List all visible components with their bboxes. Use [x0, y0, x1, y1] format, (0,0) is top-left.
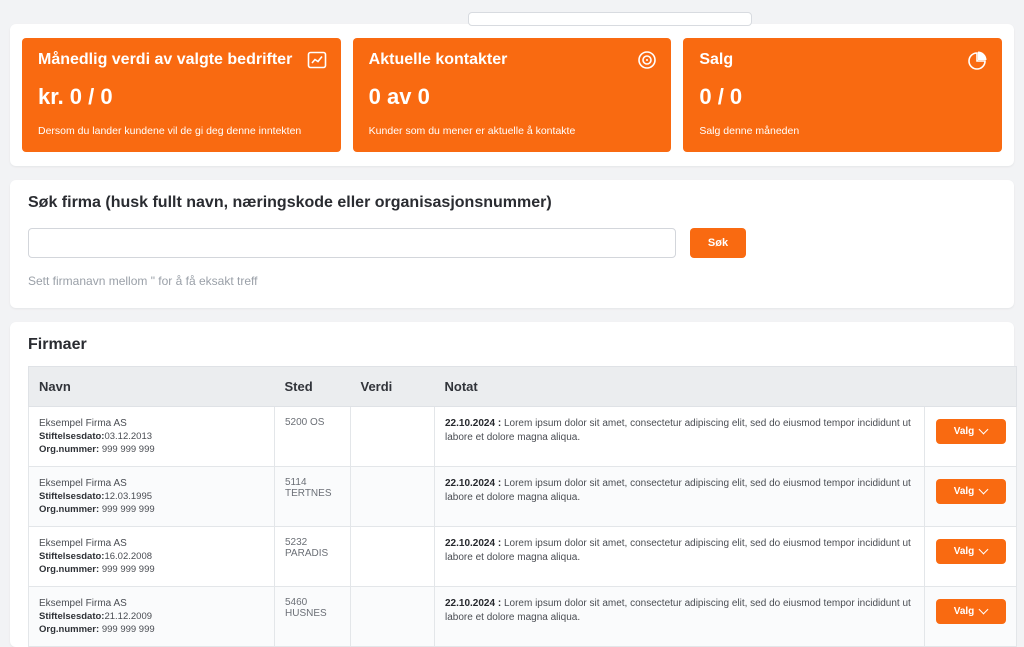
table-row[interactable] [29, 587, 1017, 647]
founded-value: 16.02.2008 [104, 551, 153, 562]
orgnr-label: Org.nummer: [39, 444, 100, 455]
chevron-down-icon [979, 605, 989, 615]
kpi-title: Salg [699, 51, 734, 68]
company-founded [39, 610, 264, 623]
search-input[interactable] [28, 228, 676, 258]
note-date: 22.10.2024 : [445, 478, 502, 489]
cell-sted: 5232 PARADIS [275, 527, 351, 587]
valg-label: Valg [953, 486, 975, 497]
column-header-navn[interactable]: Navn [29, 367, 275, 407]
cell-navn [29, 587, 275, 647]
orgnr-value: 999 999 999 [101, 564, 155, 575]
orgnr-label: Org.nummer: [39, 564, 100, 575]
company-orgnr [39, 503, 264, 516]
search-card [10, 180, 1014, 308]
top-partial-input[interactable] [468, 12, 752, 26]
company-name: Eksempel Firma AS [39, 538, 127, 549]
cell-verdi [351, 527, 435, 587]
valg-dropdown-button[interactable] [936, 599, 1006, 624]
company-founded [39, 490, 264, 503]
cell-verdi [351, 467, 435, 527]
cell-actions [925, 467, 1017, 527]
founded-value: 21.12.2009 [104, 611, 153, 622]
column-header-notat[interactable]: Notat [435, 367, 925, 407]
note-date: 22.10.2024 : [445, 538, 502, 549]
note-date: 22.10.2024 : [445, 598, 502, 609]
search-hint: Sett firmanavn mellom " for å få eksakt treff [28, 274, 258, 288]
company-founded [39, 430, 264, 443]
kpi-title: Månedlig verdi av valgte bedrifter [38, 51, 293, 68]
companies-card [10, 322, 1014, 647]
founded-label: Stiftelsesdato: [39, 491, 105, 502]
cell-notat [435, 587, 925, 647]
cell-actions [925, 407, 1017, 467]
company-name: Eksempel Firma AS [39, 478, 127, 489]
note-text: Lorem ipsum dolor sit amet, consectetur adipiscing elit, sed do eiusmod tempor incididunt ut labore et dolore magna aliqua. [445, 478, 911, 503]
cell-actions [925, 527, 1017, 587]
column-header-verdi[interactable]: Verdi [351, 367, 435, 407]
cell-navn [29, 407, 275, 467]
cell-notat [435, 407, 925, 467]
search-title: Søk firma (husk fullt navn, næringskode eller organisasjonsnummer) [28, 194, 552, 211]
company-orgnr [39, 623, 264, 636]
cell-actions [925, 587, 1017, 647]
company-orgnr [39, 563, 264, 576]
chevron-down-icon [979, 485, 989, 495]
valg-label: Valg [953, 546, 975, 557]
kpi-subtitle: Dersom du lander kundene vil de gi deg denne inntekten [38, 125, 302, 137]
search-row [28, 228, 996, 258]
valg-dropdown-button[interactable] [936, 479, 1006, 504]
chart-line-icon [307, 50, 327, 70]
companies-table [28, 366, 1017, 647]
cell-sted: 5200 OS [275, 407, 351, 467]
founded-label: Stiftelsesdato: [39, 431, 105, 442]
note-text: Lorem ipsum dolor sit amet, consectetur adipiscing elit, sed do eiusmod tempor incididunt ut labore et dolore magna aliqua. [445, 598, 911, 623]
valg-label: Valg [953, 426, 975, 437]
kpi-subtitle: Kunder som du mener er aktuelle å kontakte [368, 125, 576, 137]
valg-dropdown-button[interactable] [936, 419, 1006, 444]
note-text: Lorem ipsum dolor sit amet, consectetur adipiscing elit, sed do eiusmod tempor incididunt ut labore et dolore magna aliqua. [445, 538, 911, 563]
table-row[interactable] [29, 407, 1017, 467]
valg-dropdown-button[interactable] [936, 539, 1006, 564]
kpi-row [10, 24, 1014, 166]
orgnr-value: 999 999 999 [101, 624, 155, 635]
column-header-sted[interactable]: Sted [275, 367, 351, 407]
cell-notat [435, 467, 925, 527]
search-button[interactable]: Søk [690, 228, 746, 258]
cell-verdi [351, 407, 435, 467]
table-row[interactable] [29, 527, 1017, 587]
table-title: Firmaer [28, 336, 87, 353]
founded-value: 03.12.2013 [104, 431, 153, 442]
table-header-row [29, 367, 1017, 407]
founded-label: Stiftelsesdato: [39, 551, 105, 562]
chevron-down-icon [979, 425, 989, 435]
company-name: Eksempel Firma AS [39, 598, 127, 609]
kpi-subtitle: Salg denne måneden [699, 125, 800, 137]
valg-label: Valg [953, 606, 975, 617]
note-date: 22.10.2024 : [445, 418, 502, 429]
orgnr-value: 999 999 999 [101, 444, 155, 455]
kpi-value: kr. 0 / 0 [38, 84, 113, 109]
cell-navn [29, 527, 275, 587]
kpi-card-container [10, 24, 1014, 166]
founded-value: 12.03.1995 [104, 491, 153, 502]
cell-navn [29, 467, 275, 527]
cell-sted: 5460 HUSNES [275, 587, 351, 647]
founded-label: Stiftelsesdato: [39, 611, 105, 622]
cell-notat [435, 527, 925, 587]
cell-verdi [351, 587, 435, 647]
orgnr-value: 999 999 999 [101, 504, 155, 515]
pie-chart-icon [968, 50, 988, 70]
column-header-actions [925, 367, 1017, 407]
kpi-title: Aktuelle kontakter [368, 51, 508, 68]
company-orgnr [39, 443, 264, 456]
cell-sted: 5114 TERTNES [275, 467, 351, 527]
company-founded [39, 550, 264, 563]
company-name: Eksempel Firma AS [39, 418, 127, 429]
note-text: Lorem ipsum dolor sit amet, consectetur adipiscing elit, sed do eiusmod tempor incididunt ut labore et dolore magna aliqua. [445, 418, 911, 443]
kpi-monthly-value [22, 38, 341, 152]
kpi-value: 0 av 0 [368, 84, 430, 109]
orgnr-label: Org.nummer: [39, 504, 100, 515]
kpi-value: 0 / 0 [699, 84, 743, 109]
table-row[interactable] [29, 467, 1017, 527]
chevron-down-icon [979, 545, 989, 555]
orgnr-label: Org.nummer: [39, 624, 100, 635]
page-root [0, 24, 1024, 646]
kpi-active-contacts [353, 38, 672, 152]
target-icon [637, 50, 657, 70]
kpi-sales [683, 38, 1002, 152]
